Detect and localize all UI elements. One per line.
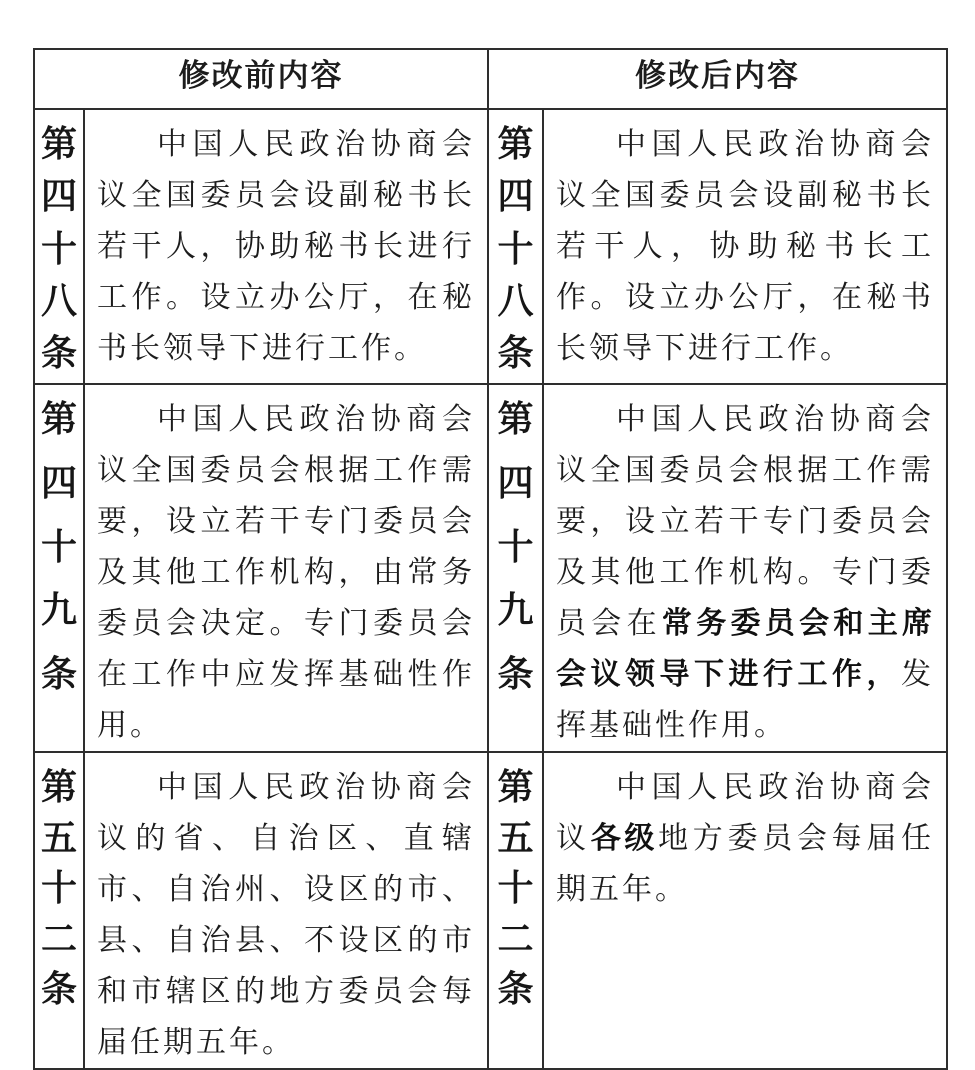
header-after-content: 修改后内容: [488, 49, 947, 109]
article-char: 九: [497, 589, 534, 631]
content-cell-before: [84, 109, 488, 384]
article-number: [489, 753, 542, 1017]
article-char: 八: [497, 279, 534, 321]
article-char: 四: [40, 461, 77, 503]
clause-paragraph: [544, 110, 946, 374]
article-char: 条: [497, 968, 534, 1009]
article-number: [489, 110, 542, 381]
article-char: 五: [497, 816, 534, 858]
article-number-cell-before: [34, 109, 84, 384]
article-char: 第: [497, 123, 534, 164]
clause-paragraph: [85, 753, 487, 1068]
amendment-comparison-table: [33, 48, 948, 1070]
article-char: 二: [40, 917, 77, 959]
text-run: 中国人民政治协商会议全国委员会根据工作需要，设立若干专门委员会及其他工作机构，由常务委员会决定。专门委员会在工作中应发挥基础性作用。: [97, 403, 475, 742]
article-char: 九: [40, 589, 77, 631]
article-char: 第: [497, 398, 534, 439]
article-number-cell-before: [34, 752, 84, 1069]
article-number-cell-after: [488, 384, 543, 752]
text-run: 中国人民政治协商会议全国委员会根据工作需要，设立若干专门委员会及其他工作机构。专门委员会在: [556, 403, 934, 640]
table-row: [34, 384, 947, 752]
article-char: 四: [40, 175, 77, 217]
article-number-cell-after: [488, 109, 543, 384]
article-char: 十: [40, 867, 77, 908]
content-cell-after: [543, 109, 947, 384]
article-number: [489, 385, 542, 702]
text-run: 中国人民政治协商会议全国委员会设副秘书长若干人，协助秘书长进行工作。设立办公厅，在秘书长领导下进行工作。: [97, 128, 475, 365]
article-number: [35, 753, 83, 1017]
article-char: 二: [497, 917, 534, 959]
article-char: 十: [497, 867, 534, 908]
article-char: 十: [497, 227, 534, 269]
amended-text-run: 常务委员会和主席会议领导下进行工作，: [556, 607, 935, 691]
clause-paragraph: [85, 110, 487, 374]
text-run: 发挥基础性作用。: [556, 658, 934, 742]
content-cell-before: [84, 384, 488, 752]
table-row: [34, 752, 947, 1069]
text-run: 地方委员会每届任期五年。: [556, 822, 935, 906]
content-cell-before: [84, 752, 488, 1069]
article-char: 条: [497, 332, 534, 373]
clause-paragraph: [544, 385, 946, 751]
article-char: 四: [497, 175, 534, 217]
article-char: 五: [40, 816, 77, 858]
article-char: 十: [497, 525, 534, 567]
article-char: 第: [40, 398, 77, 439]
text-run: 中国人民政治协商会议: [556, 771, 934, 855]
content-cell-after: [543, 752, 947, 1069]
article-char: 八: [40, 279, 77, 321]
clause-paragraph: [544, 753, 946, 915]
article-number-cell-after: [488, 752, 543, 1069]
article-char: 第: [40, 766, 77, 807]
article-char: 第: [40, 123, 77, 164]
table-body: [34, 109, 947, 1069]
article-char: 十: [40, 227, 77, 269]
text-run: 中国人民政治协商会议的省、自治区、直辖市、自治州、设区的市、县、自治县、不设区的市和市辖区的地方委员会每届任期五年。: [97, 771, 475, 1059]
article-char: 条: [40, 332, 77, 373]
article-char: 四: [497, 461, 534, 503]
article-char: 条: [40, 968, 77, 1009]
article-char: 十: [40, 525, 77, 567]
amended-text-run: 各级: [590, 822, 659, 855]
article-char: 第: [497, 766, 534, 807]
table-row: [34, 109, 947, 384]
text-run: 中国人民政治协商会议全国委员会设副秘书长若干人，协助秘书长工作。设立办公厅，在秘书长领导下进行工作。: [556, 128, 934, 365]
article-number: [35, 110, 83, 381]
article-char: 条: [40, 653, 77, 694]
article-number: [35, 385, 83, 702]
article-number-cell-before: [34, 384, 84, 752]
content-cell-after: [543, 384, 947, 752]
header-before-content: 修改前内容: [34, 49, 488, 109]
clause-paragraph: [85, 385, 487, 751]
header-row: [34, 49, 947, 109]
article-char: 条: [497, 653, 534, 694]
